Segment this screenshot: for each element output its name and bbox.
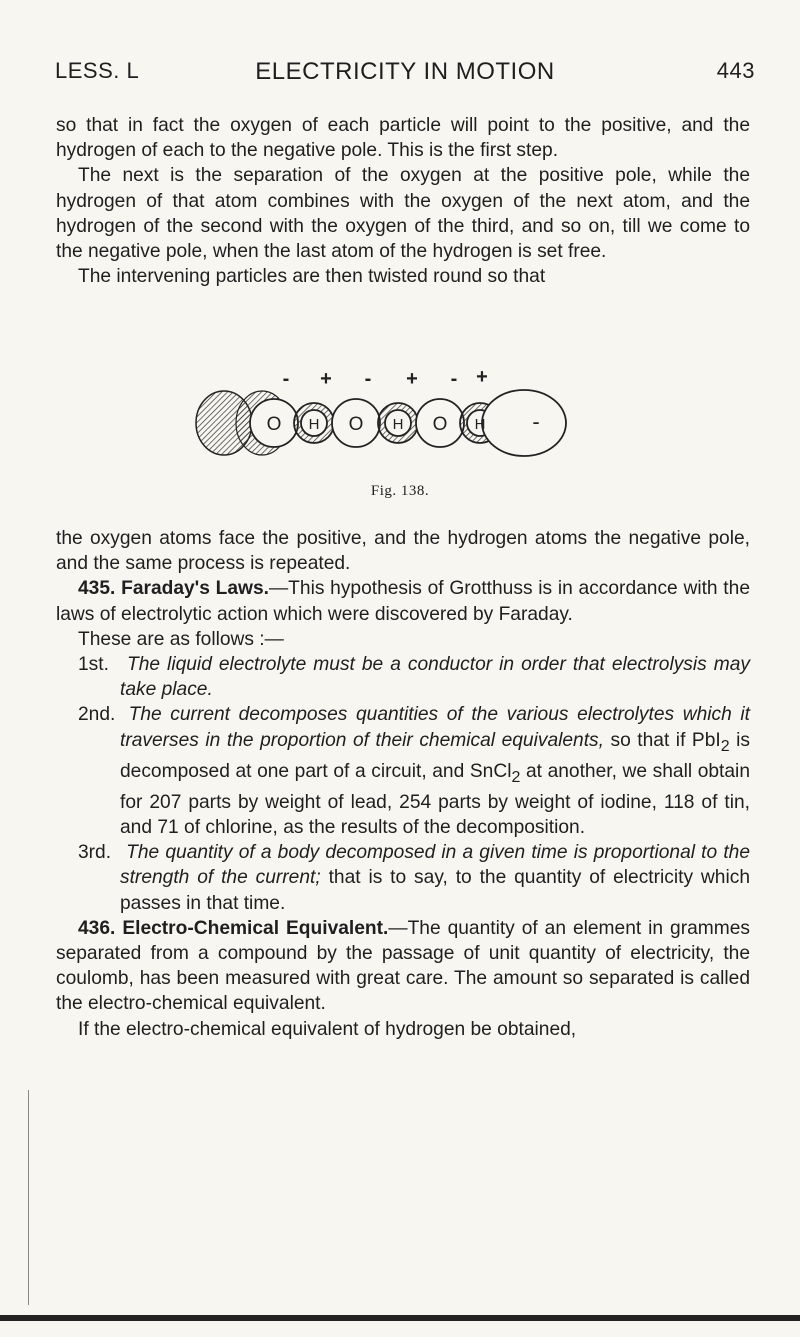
- section-436-number: 436.: [78, 917, 116, 939]
- law-3: [56, 840, 750, 916]
- atom-label: -: [532, 409, 540, 434]
- paragraph-1: so that in fact the oxygen of each particle will point to the positive, and the hydrogen of each to the negative pole. This is the first step.: [56, 115, 750, 162]
- law-1: [56, 652, 750, 702]
- law-text: at another, we shall obtain for 207 parts by weight of lead, 254 parts by weight of iodine, 118 of tin, and 71 of chlorine, as the results of the decomposition.: [120, 760, 750, 838]
- subscript: 2: [720, 737, 730, 755]
- paragraph-after-figure: the oxygen atoms face the positive, and the hydrogen atoms the negative pole, and the same process is repeated.: [56, 528, 750, 575]
- page-bottom-edge: [0, 1315, 800, 1321]
- section-435-number: 435.: [78, 578, 116, 600]
- law-statement: The quantity of a body decomposed in a given time is proportional to the strength of the current;: [120, 842, 750, 889]
- text-block-bottom: [56, 526, 750, 1042]
- section-436-title: Electro-Chemical Equivalent.: [122, 917, 389, 939]
- page-number: 443: [716, 58, 755, 83]
- law-text: so that if PbI: [603, 729, 721, 751]
- law-number: 1st.: [78, 654, 109, 676]
- negative-electrode: [482, 390, 566, 456]
- charge-sign: -: [450, 368, 458, 390]
- atom-label: O: [266, 414, 282, 435]
- atom-label: O: [348, 414, 364, 435]
- section-436: [56, 916, 750, 1017]
- laws-intro: These are as follows :—: [78, 628, 284, 650]
- section-435: [56, 576, 750, 626]
- law-number: 2nd.: [78, 704, 116, 726]
- header-title: ELECTRICITY IN MOTION: [255, 58, 555, 85]
- charge-sign: +: [476, 366, 488, 388]
- atom-label: H: [474, 416, 486, 433]
- section-436-text: —The quantity of an element in grammes separated from a compound by the passage of unit quantity of electricity, the coulomb, has been measured with great care. The amount so separated is called the electro-chemical equivalent.: [56, 917, 750, 1015]
- section-435-text: —This hypothesis of Grotthuss is in accordance with the laws of electrolytic action which were discovered by Faraday.: [56, 578, 750, 625]
- subscript: 2: [511, 768, 521, 786]
- law-text: that is to say, to the quantity of electricity which passes in that time.: [120, 867, 750, 914]
- paragraph-2: The next is the separation of the oxygen at the positive pole, while the hydrogen of that atom combines with the oxygen of the next atom, and the hydrogen of the second with the oxygen of the third, and so on, till we come to the negative pole, when the last atom of the hydrogen is set free.: [56, 165, 750, 263]
- atom-label: O: [432, 414, 448, 435]
- law-number: 3rd.: [78, 842, 112, 864]
- atom-label: H: [392, 416, 404, 433]
- law-statement: The liquid electrolyte must be a conductor in order that electrolysis may take place.: [120, 654, 750, 701]
- paragraph-last: If the electro-chemical equivalent of hydrogen be obtained,: [78, 1018, 577, 1040]
- margin-line: [28, 1090, 29, 1305]
- law-statement: The current decomposes quantities of the various electrolytes which it traverses in the proportion of their chemical equivalents,: [120, 704, 750, 751]
- charge-sign: +: [320, 368, 332, 390]
- charge-sign: -: [282, 368, 290, 390]
- paragraph-3: The intervening particles are then twisted round so that: [78, 266, 546, 288]
- charge-sign: -: [364, 368, 372, 390]
- charge-sign: +: [406, 368, 418, 390]
- figure-caption: Fig. 138.: [370, 483, 430, 499]
- figure-138-diagram: [188, 363, 612, 463]
- section-435-title: Faraday's Laws.: [121, 578, 269, 600]
- law-text: is decomposed at one part of a circuit, and SnCl: [120, 729, 750, 782]
- law-2: [56, 702, 750, 840]
- text-block-top: [56, 113, 750, 289]
- running-header: [55, 58, 755, 88]
- header-lesson: LESS. L: [55, 58, 140, 83]
- atom-label: H: [308, 416, 320, 433]
